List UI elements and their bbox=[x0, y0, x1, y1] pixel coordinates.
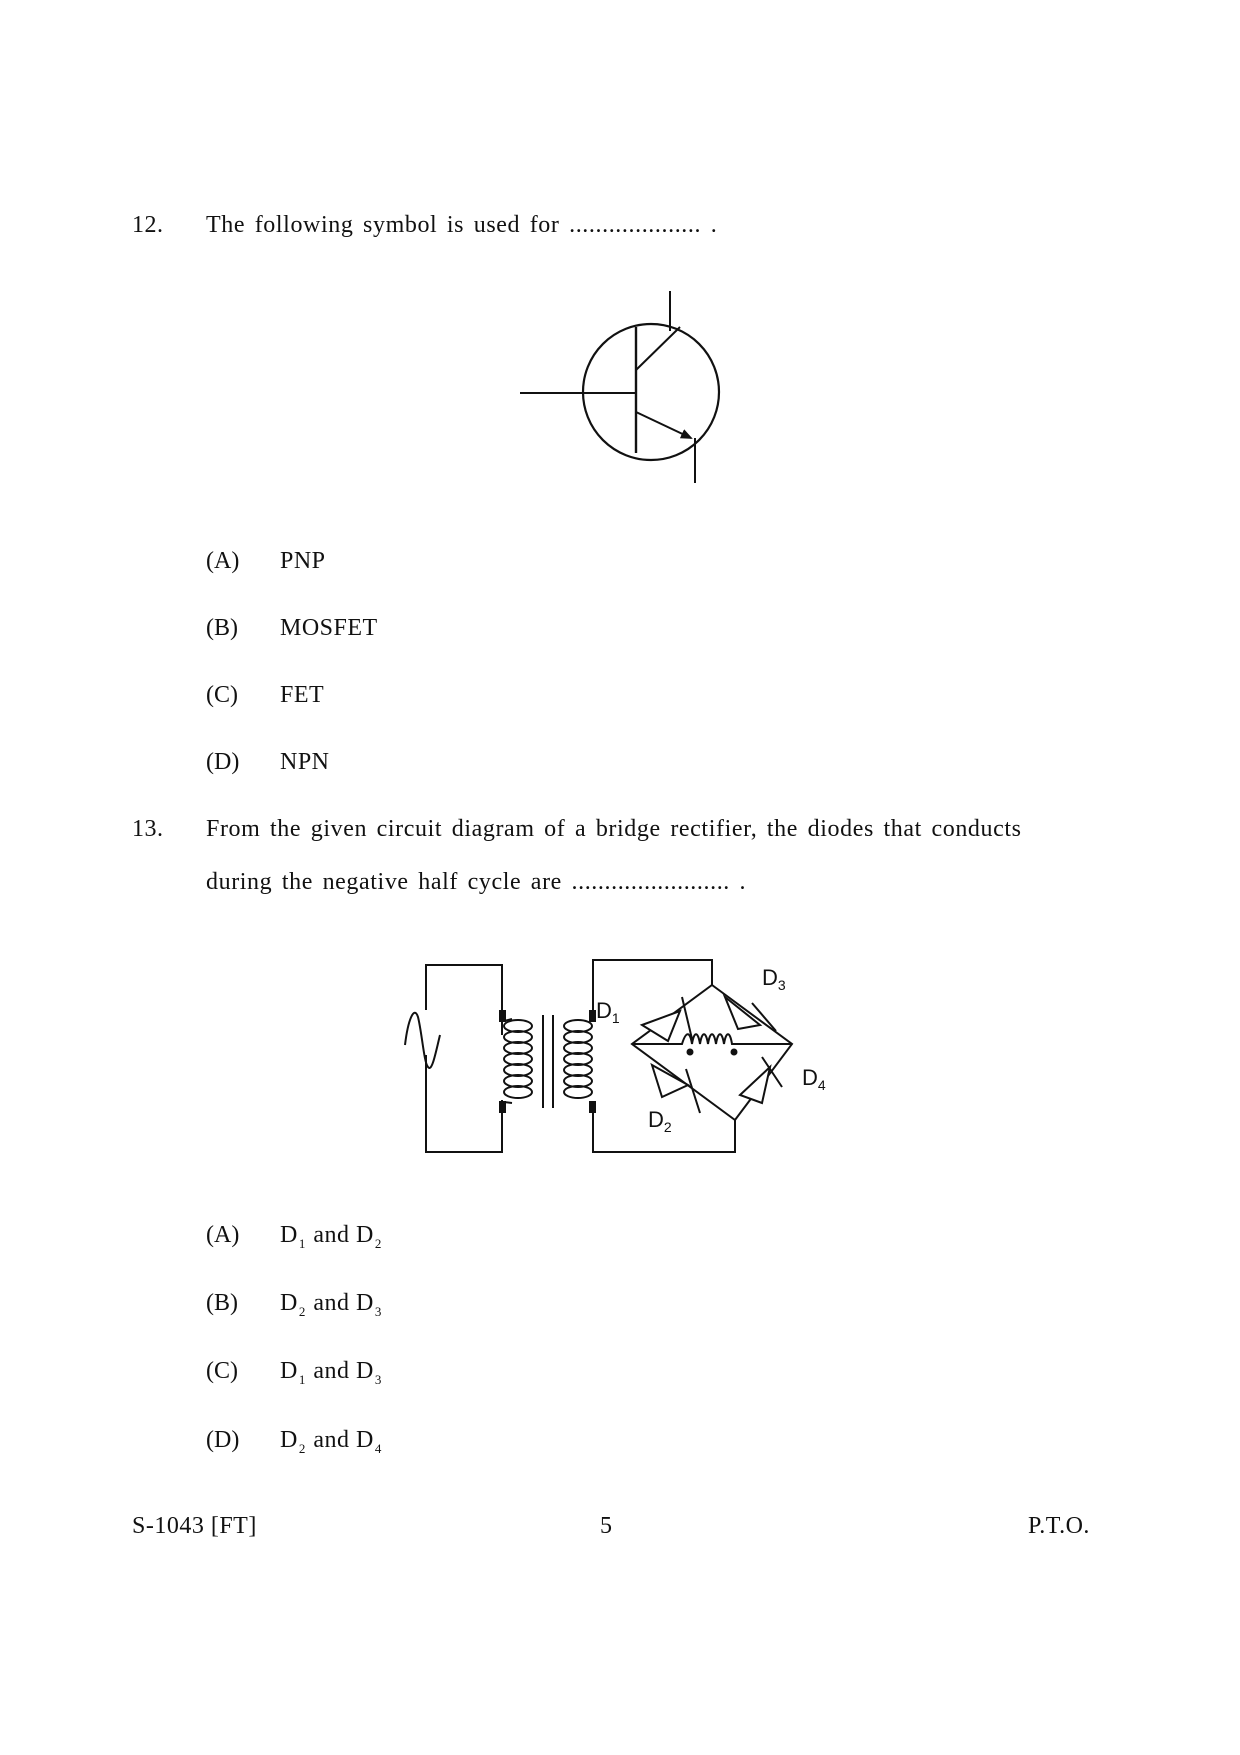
option-text: $D_1$ and $D_2$ bbox=[280, 1222, 382, 1251]
bridge-rectifier-diagram bbox=[390, 945, 850, 1170]
question-text-continued: during the negative half cycle are ........................ . bbox=[206, 869, 747, 895]
option-letter: (A) bbox=[206, 548, 240, 574]
paper-code: S-1043 [FT] bbox=[132, 1513, 257, 1539]
bridge-diamond bbox=[632, 985, 792, 1120]
question-text: The following symbol is used for .................... . bbox=[206, 212, 718, 238]
load-resistor bbox=[632, 1034, 792, 1044]
collector-line bbox=[636, 327, 680, 370]
secondary-coil bbox=[564, 1020, 592, 1098]
load-terminal bbox=[688, 1050, 693, 1055]
transistor-symbol-diagram bbox=[505, 285, 735, 495]
pto-note: P.T.O. bbox=[1028, 1513, 1090, 1539]
option-letter: (C) bbox=[206, 682, 238, 708]
ac-source-sine bbox=[405, 1013, 440, 1068]
option-text: FET bbox=[280, 682, 325, 708]
option-letter: (B) bbox=[206, 1290, 238, 1316]
option-letter: (C) bbox=[206, 1358, 238, 1384]
diode-d1-symbol bbox=[642, 1011, 680, 1041]
diode-label-d1: $D_1$ bbox=[596, 998, 620, 1026]
question-number: 13. bbox=[132, 816, 164, 842]
secondary-coil-terminal bbox=[590, 1011, 595, 1021]
primary-coil-terminal bbox=[500, 1011, 505, 1021]
primary-coil-terminal bbox=[500, 1102, 505, 1112]
load-terminal bbox=[732, 1050, 737, 1055]
option-text: $D_2$ and $D_3$ bbox=[280, 1290, 382, 1319]
diode-d3-symbol bbox=[725, 997, 760, 1029]
option-text: $D_1$ and $D_3$ bbox=[280, 1358, 382, 1387]
diode-d4-symbol bbox=[740, 1067, 770, 1103]
primary-coil bbox=[504, 1019, 532, 1103]
question-number: 12. bbox=[132, 212, 164, 238]
option-letter: (A) bbox=[206, 1222, 240, 1248]
question-text: From the given circuit diagram of a bridge rectifier, the diodes that conducts bbox=[206, 816, 1022, 842]
option-letter: (D) bbox=[206, 1427, 240, 1453]
option-letter: (B) bbox=[206, 615, 238, 641]
page-number: 5 bbox=[600, 1513, 613, 1539]
diode-d2-symbol bbox=[652, 1065, 688, 1097]
emitter-arrow bbox=[636, 412, 691, 438]
diode-label-d3: $D_3$ bbox=[762, 965, 786, 993]
diode-label-d4: $D_4$ bbox=[802, 1065, 826, 1093]
option-text: $D_2$ and $D_4$ bbox=[280, 1427, 382, 1456]
secondary-coil-terminal bbox=[590, 1102, 595, 1112]
primary-circuit bbox=[426, 965, 502, 1152]
option-text: MOSFET bbox=[280, 615, 378, 641]
option-text: PNP bbox=[280, 548, 326, 574]
diode-d2-bar bbox=[686, 1069, 700, 1113]
option-text: NPN bbox=[280, 749, 330, 775]
diode-label-d2: $D_2$ bbox=[648, 1107, 672, 1135]
option-letter: (D) bbox=[206, 749, 240, 775]
